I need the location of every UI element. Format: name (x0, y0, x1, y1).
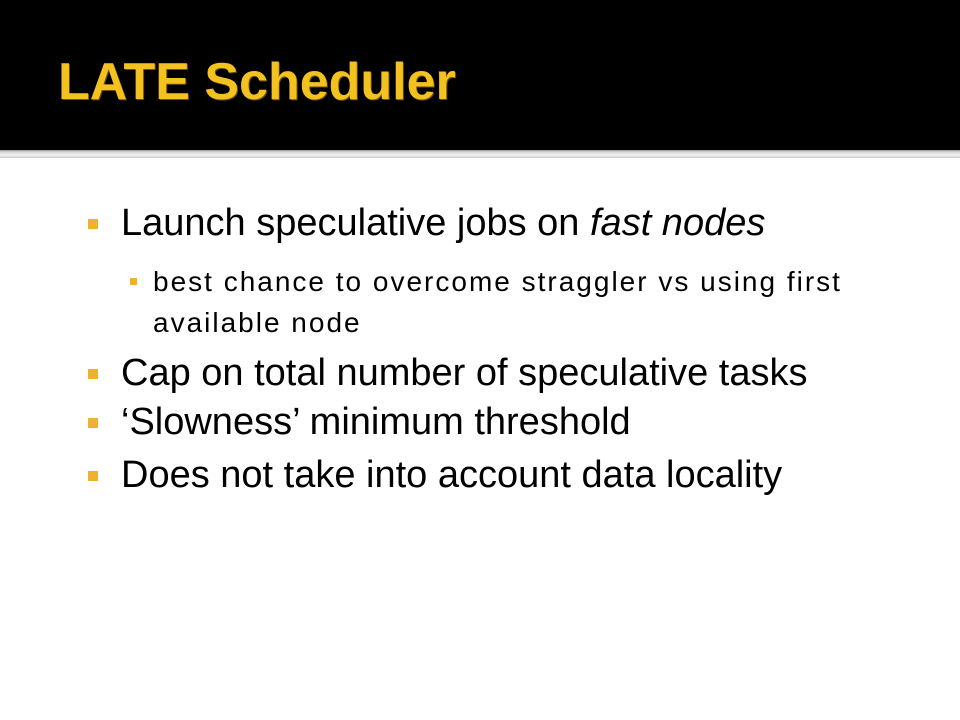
bullet-text: Cap on total number of speculative tasks (121, 352, 808, 394)
slide-title: LATE Scheduler (58, 53, 456, 111)
title-bar (0, 0, 960, 150)
sub-bullet-text: best chance to overcome straggler vs using first available node (153, 266, 842, 338)
bullet-square-icon (88, 471, 98, 481)
bullet-item (0, 451, 960, 499)
bullet-item (0, 199, 960, 247)
bullet-text: Does not take into account data locality (121, 454, 783, 496)
bullet-item (0, 398, 960, 446)
bullet-item (0, 349, 960, 397)
bullet-text-plain: Launch speculative jobs on (121, 202, 590, 244)
bullet-text (121, 199, 765, 247)
bullet-square-icon (88, 219, 98, 229)
bullet-text: ‘Slowness’ minimum threshold (121, 401, 631, 443)
sub-bullet-item (0, 261, 960, 345)
bullet-text-emphasis: fast nodes (590, 202, 766, 244)
title-divider (0, 150, 960, 158)
bullet-square-icon (88, 369, 98, 379)
bullet-square-icon (88, 418, 98, 428)
sub-bullet-square-icon (130, 278, 137, 285)
